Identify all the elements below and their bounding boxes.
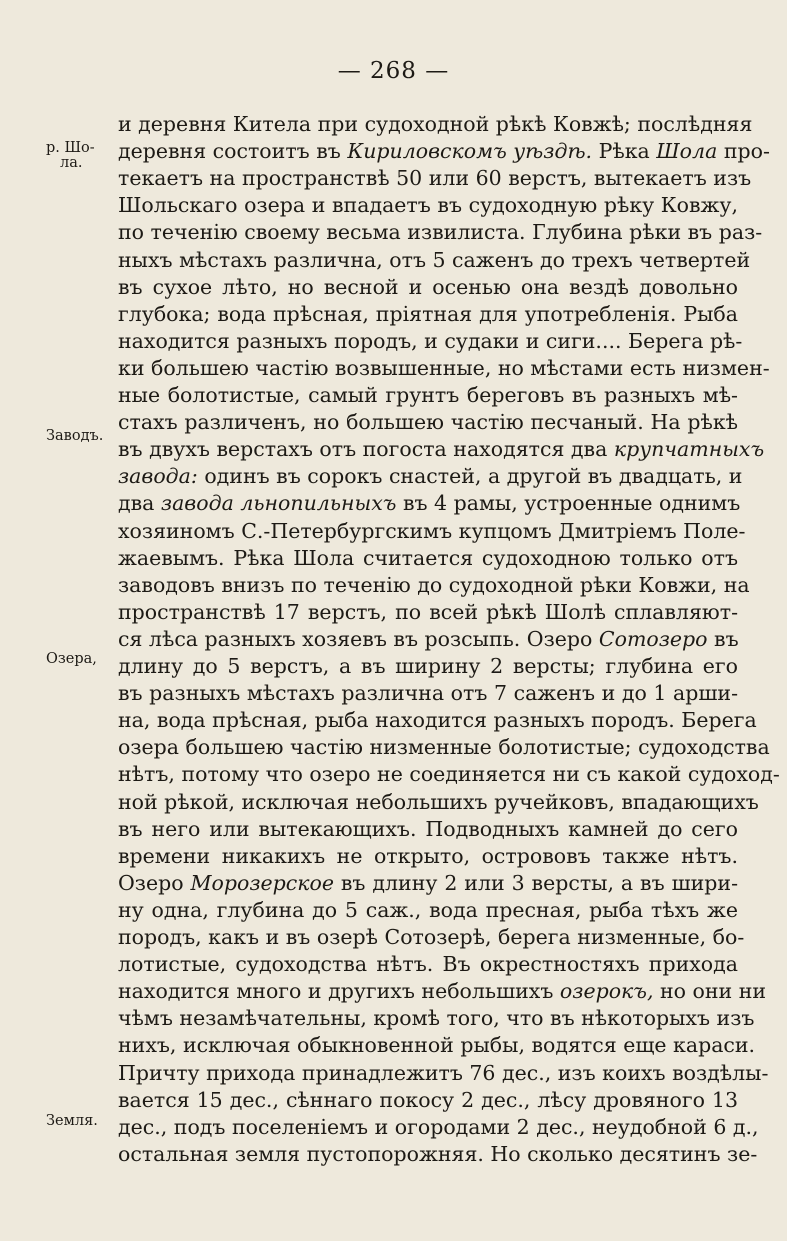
text-span: пространствѣ 17 верстъ, по всей рѣкѣ Шолѣ сплавляют- bbox=[118, 599, 738, 624]
text-line bbox=[118, 1005, 755, 1031]
text-span: дес., подъ поселеніемъ и огородами 2 дес., неудобной 6 д., bbox=[118, 1114, 759, 1139]
text-line bbox=[118, 463, 743, 489]
text-span: лотистые, судоходства нѣтъ. Въ окрестностяхъ прихода bbox=[118, 952, 738, 977]
text-span: стахъ различенъ, но большею частію песчаный. На рѣкѣ bbox=[118, 410, 738, 435]
text-span: остальная земля пустопорожняя. Но сколько десятинъ зе- bbox=[118, 1141, 758, 1166]
text-span: два bbox=[118, 491, 161, 516]
text-span: Причту прихода принадлежитъ 76 дес., изъ коихъ воздѣлы- bbox=[118, 1060, 769, 1085]
text-span: ной рѣкой, исключая небольшихъ ручейковъ, впадающихъ bbox=[118, 789, 759, 814]
text-span: Шольскаго озера и впадаетъ въ судоходную рѣку Ковжу, bbox=[118, 193, 738, 218]
text-line bbox=[118, 1114, 759, 1140]
text-line bbox=[118, 409, 738, 435]
text-line bbox=[118, 1032, 756, 1058]
text-span: длину до 5 верстъ, а въ ширину 2 версты; глубина его bbox=[118, 654, 738, 678]
text-line bbox=[118, 761, 780, 787]
text-span: въ двухъ верстахъ отъ погоста находятся два bbox=[118, 437, 614, 462]
text-line bbox=[118, 192, 738, 218]
text-span: нихъ, исключая обыкновенной рыбы, водятся еще караси. bbox=[118, 1033, 756, 1058]
text-line bbox=[118, 382, 738, 408]
text-span: ные болотистые, самый грунтъ береговъ въ разныхъ мѣ- bbox=[118, 383, 738, 407]
italic-text: крупчатныхъ bbox=[613, 437, 765, 462]
text-span: ну одна, глубина до 5 саж., вода пресная, рыба тѣхъ же bbox=[118, 897, 738, 922]
text-span: жаевымъ. Рѣка Шола считается судоходною только отъ bbox=[118, 545, 738, 570]
text-span: въ него или вытекающихъ. Подводныхъ камней до сего bbox=[118, 816, 738, 841]
text-line bbox=[118, 680, 738, 706]
text-line bbox=[118, 301, 738, 327]
text-line bbox=[118, 1141, 758, 1167]
text-line bbox=[118, 219, 763, 245]
text-line bbox=[118, 707, 757, 733]
text-span: ныхъ мѣстахъ различна, отъ 5 саженъ до трехъ четвертей bbox=[118, 247, 751, 272]
text-line bbox=[118, 924, 745, 950]
text-line bbox=[118, 789, 759, 815]
italic-text: завода: bbox=[118, 464, 198, 489]
text-line bbox=[118, 111, 753, 137]
text-line bbox=[118, 951, 738, 977]
text-line bbox=[118, 816, 738, 842]
margin-note-zemlya: Земля. bbox=[46, 1113, 98, 1129]
text-line bbox=[118, 897, 738, 923]
text-span: про- bbox=[717, 139, 770, 164]
text-span: глубока; вода прѣсная, пріятная для употребленія. Рыба bbox=[118, 301, 738, 326]
text-line bbox=[118, 626, 738, 652]
margin-note-river-shola-1: р. Шо- bbox=[46, 140, 95, 156]
italic-text: Сотозеро bbox=[598, 626, 708, 651]
text-span: на, вода прѣсная, рыба находится разныхъ породъ. Берега bbox=[118, 708, 757, 733]
text-span: въ bbox=[707, 626, 739, 651]
text-span: времени никакихъ не открыто, острововъ также нѣтъ. bbox=[118, 843, 738, 868]
text-line bbox=[118, 490, 741, 516]
text-span: Рѣка bbox=[592, 139, 657, 164]
text-span: текаетъ на пространствѣ 50 или 60 верстъ, вытекаетъ изъ bbox=[118, 166, 752, 191]
text-span: Озеро bbox=[118, 870, 191, 895]
italic-text: озерокъ, bbox=[559, 979, 654, 1004]
text-span: въ сухое лѣто, но весной и осенью она вездѣ довольно bbox=[118, 274, 738, 299]
italic-text: Шола bbox=[656, 139, 718, 164]
italic-text: завода льнопильныхъ bbox=[160, 491, 397, 516]
text-line bbox=[118, 653, 738, 679]
text-line bbox=[118, 978, 767, 1004]
margin-note-ozera: Озера, bbox=[46, 651, 97, 667]
text-line bbox=[118, 545, 738, 571]
text-span: ся лѣса разныхъ хозяевъ въ розсыпь. Озеро bbox=[118, 626, 599, 651]
text-line bbox=[118, 1060, 769, 1086]
text-line bbox=[118, 734, 770, 760]
text-span: ки большею частію возвышенные, но мѣстами есть низмен- bbox=[118, 355, 770, 380]
italic-text: Кириловскомъ уѣздѣ. bbox=[347, 139, 593, 164]
text-line bbox=[118, 138, 770, 164]
text-line bbox=[118, 518, 746, 544]
text-line bbox=[118, 870, 738, 896]
page-number: — 268 — bbox=[337, 58, 450, 84]
text-span: одинъ въ сорокъ снастей, а другой въ двадцать, и bbox=[197, 464, 743, 489]
text-span: породъ, какъ и въ озерѣ Сотозерѣ, берега низменные, бо- bbox=[118, 925, 745, 949]
text-span: озера большею частію низменные болотистые; судоходства bbox=[118, 735, 770, 760]
text-span: въ 4 рамы, устроенные однимъ bbox=[396, 491, 741, 516]
text-span: чѣмъ незамѣчательны, кромѣ того, что въ нѣкоторыхъ изъ bbox=[118, 1006, 755, 1031]
text-span: находится много и другихъ небольшихъ bbox=[118, 979, 560, 1004]
italic-text: Морозерское bbox=[190, 870, 334, 895]
text-span: заводовъ внизъ по теченію до судоходной рѣки Ковжи, на bbox=[118, 572, 750, 597]
text-span: хозяиномъ С.-Петербургскимъ купцомъ Дмитріемъ Поле- bbox=[118, 518, 746, 543]
text-line bbox=[118, 355, 770, 381]
text-line bbox=[118, 328, 743, 354]
text-span: но они ни bbox=[653, 979, 767, 1004]
text-span: деревня состоитъ въ bbox=[118, 139, 348, 164]
margin-note-river-shola-2: ла. bbox=[60, 155, 83, 171]
text-line bbox=[118, 843, 738, 869]
text-span: и деревня Кителa при судоходной рѣкѣ Ковжѣ; послѣдняя bbox=[118, 112, 753, 136]
text-span: находится разныхъ породъ, и судаки и сиги.... Берега рѣ- bbox=[118, 328, 743, 353]
text-span: по теченію своему весьма извилиста. Глубина рѣки въ раз- bbox=[118, 220, 763, 245]
text-span: въ разныхъ мѣстахъ различна отъ 7 саженъ и до 1 арши- bbox=[118, 681, 738, 706]
text-span: нѣтъ, потому что озеро не соединяется ни съ какой судоход- bbox=[118, 762, 780, 787]
text-line bbox=[118, 599, 738, 625]
text-line bbox=[118, 1087, 738, 1113]
text-line bbox=[118, 247, 751, 273]
text-line bbox=[118, 436, 765, 462]
margin-note-zavod: Заводъ. bbox=[46, 428, 104, 444]
text-line bbox=[118, 274, 738, 300]
text-line bbox=[118, 165, 752, 191]
text-span: вается 15 дес., сѣннаго покосу 2 дес., лѣсу дровяного 13 bbox=[118, 1087, 738, 1112]
text-span: въ длину 2 или 3 версты, а въ шири- bbox=[333, 870, 738, 895]
text-line bbox=[118, 572, 750, 598]
